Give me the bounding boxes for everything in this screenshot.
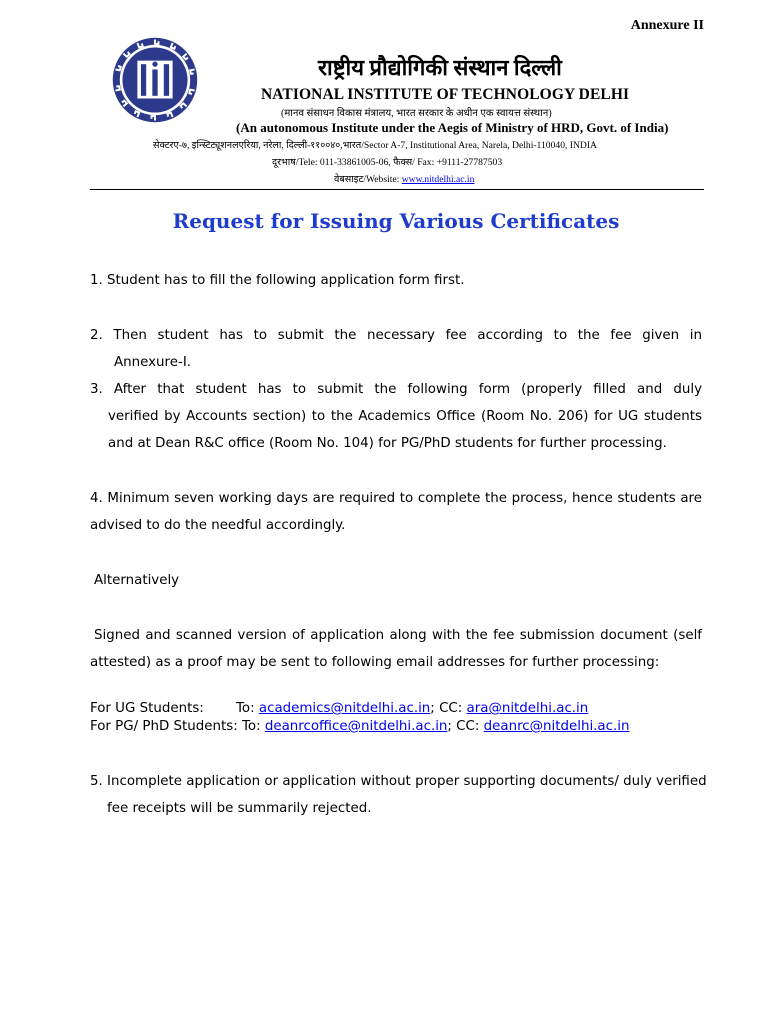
instruction-item-2-line2: Annexure-I. [114, 355, 192, 370]
instruction-item-3-line1: 3. After that student has to submit the following form (properly filled and duly [90, 382, 702, 397]
pg-email-link[interactable]: deanrcoffice@nitdelhi.ac.in [264, 719, 448, 734]
pg-cc-label: ; CC: [447, 719, 484, 734]
ug-email-row [90, 700, 702, 718]
header-divider [90, 189, 704, 190]
pg-email-row [90, 718, 702, 736]
institute-phone: दूरभाष/Tele: 011-33861005-06, फैक्स/ Fax: +9111-27787503 [272, 157, 503, 168]
website-link[interactable]: www.nitdelhi.ac.in [401, 174, 475, 185]
signed-scanned-paragraph: Signed and scanned version of application along with the fee submission document (self attested) as a proof may be sent to following email addresses for further processing: [90, 628, 702, 670]
ug-email-link[interactable]: academics@nitdelhi.ac.in [258, 701, 431, 716]
alternatively-heading: Alternatively [94, 573, 180, 588]
instruction-item-3-rest: verified by Accounts section) to the Academics Office (Room No. 206) for UG students and at Dean R&C office (Room No. 104) for PG/PhD students for further processing. [108, 409, 702, 451]
instruction-item-1: 1. Student has to fill the following application form first. [90, 273, 465, 288]
website-label: वेबसाइट/Website: [334, 174, 402, 185]
institute-logo [111, 36, 199, 124]
pg-cc-email-link[interactable]: deanrc@nitdelhi.ac.in [483, 719, 630, 734]
institute-name-english: NATIONAL INSTITUTE OF TECHNOLOGY DELHI [261, 86, 630, 103]
instruction-item-5-line2: fee receipts will be summarily rejected. [107, 801, 372, 816]
ug-to-label: To: [236, 701, 259, 716]
document-title: Request for Issuing Various Certificates [172, 209, 620, 233]
annexure-label: Annexure II [630, 18, 704, 33]
autonomous-statement: (An autonomous Institute under the Aegis of Ministry of HRD, Govt. of India) [236, 120, 669, 135]
email-contacts [90, 700, 702, 736]
ministry-hindi: (मानव संसाधन विकास मंत्रालय, भारत सरकार के अधीन एक स्वायत्त संस्थान) [281, 108, 552, 119]
ug-cc-label: ; CC: [430, 701, 467, 716]
institute-name-hindi: राष्ट्रीय प्रौद्योगिकी संस्थान दिल्ली [318, 55, 562, 80]
pg-label: For PG/ PhD Students: To: [90, 719, 265, 734]
instruction-item-4: 4. Minimum seven working days are required to complete the process, hence students are advised to do the needful accordingly. [90, 491, 702, 533]
ug-cc-email-link[interactable]: ara@nitdelhi.ac.in [466, 701, 589, 716]
instruction-item-5-line1: 5. Incomplete application or application without proper supporting documents/ duly verified [90, 774, 707, 789]
ug-label: For UG Students: [90, 701, 204, 716]
instruction-item-2-line1: 2. Then student has to submit the necessary fee according to the fee given in [90, 328, 702, 343]
institute-address: सेक्टरए-७, इन्स्टिट्यूशनलएरिया, नरेला, दिल्ली-११००४०,भारत/Sector A-7, Institutional Area, Narela, Delhi-110040, INDIA [153, 140, 597, 151]
institute-website [334, 172, 474, 185]
